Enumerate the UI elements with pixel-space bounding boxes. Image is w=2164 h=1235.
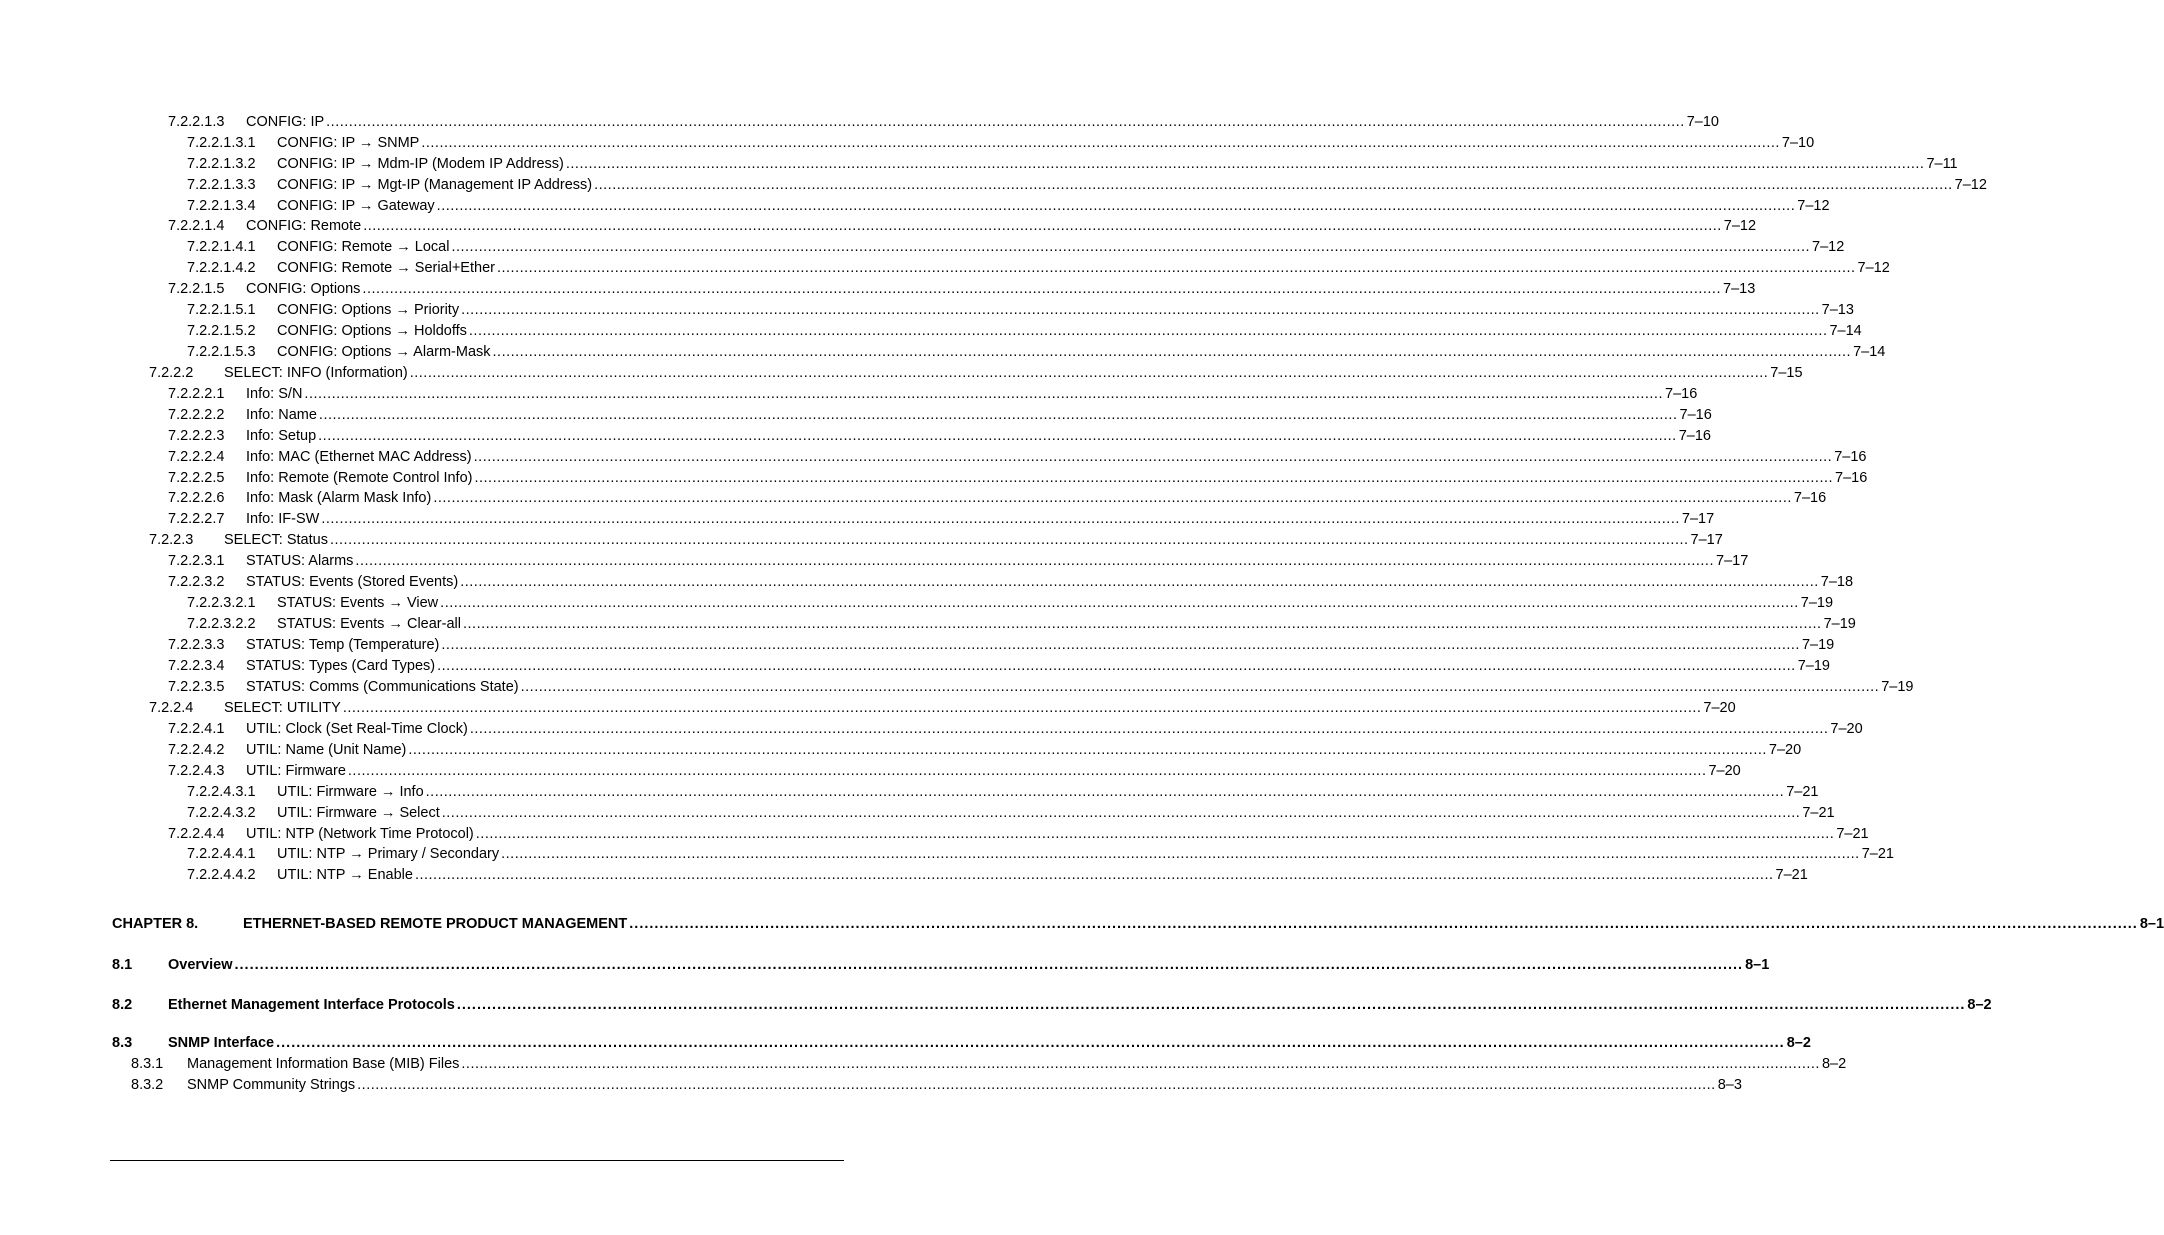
toc-entry-number: 7.2.2.2.1: [168, 386, 225, 402]
dot-leader: ............................................................................................................................................................................................................................................................................................................: [461, 302, 1820, 318]
toc-entry[interactable]: [149, 363, 1803, 383]
toc-entry-number: 7.2.2.3: [149, 532, 194, 548]
toc-entry[interactable]: [168, 551, 1749, 571]
toc-entry-number: 7.2.2.2: [149, 365, 194, 381]
toc-entry-number: 7.2.2.2.4: [168, 449, 225, 465]
toc-entry-page: 7–16: [1678, 428, 1711, 444]
toc-entry[interactable]: [187, 175, 1987, 195]
dot-leader: ............................................................................................................................................................................................................................................................................................................: [437, 658, 1796, 674]
toc-entry-title: SELECT: UTILITY: [224, 700, 341, 716]
toc-entry-page: 7–20: [1703, 700, 1736, 716]
toc-entry-number: 7.2.2.4.1: [168, 721, 225, 737]
toc-entry-page: 7–21: [1836, 826, 1869, 842]
toc-entry-number: 7.2.2.1.3: [168, 114, 225, 130]
toc-entry-number: 8.3.2: [131, 1077, 164, 1093]
toc-entry[interactable]: [168, 824, 1869, 844]
dot-leader: ............................................................................................................................................................................................................................................................................................................: [318, 407, 1678, 423]
toc-entry[interactable]: [168, 384, 1698, 404]
toc-entry-page: 7–11: [1926, 156, 1958, 172]
dot-leader: ............................................................................................................................................................................................................................................................................................................: [347, 763, 1707, 779]
toc-entry-title: UTIL: NTP (Network Time Protocol): [246, 826, 474, 842]
toc-entry-title: CONFIG: Options → Priority: [277, 302, 460, 318]
toc-entry-page: 7–21: [1775, 867, 1808, 883]
dot-leader: ............................................................................................................................................................................................................................................................................................................: [363, 218, 1722, 234]
toc-entry[interactable]: [168, 216, 1757, 236]
toc-entry[interactable]: [187, 844, 1894, 864]
toc-entry-title: STATUS: Events → View: [277, 595, 439, 611]
toc-entry-number: 7.2.2.3.4: [168, 658, 225, 674]
toc-entry-page: 7–20: [1830, 721, 1863, 737]
toc-entry-title: CONFIG: Options → Alarm-Mask: [277, 344, 491, 360]
toc-entry-title: STATUS: Events → Clear-all: [277, 616, 461, 632]
dot-leader: ............................................................................................................................................................................................................................................................................................................: [441, 805, 1801, 821]
dot-leader: ............................................................................................................................................................................................................................................................................................................: [436, 198, 1796, 214]
toc-entry-page: 7–19: [1797, 658, 1830, 674]
toc-entry-number: 7.2.2.4.3.1: [187, 784, 256, 800]
toc-entry-title: CONFIG: IP → Gateway: [277, 198, 435, 214]
dot-leader: ............................................................................................................................................................................................................................................................................................................: [565, 156, 1925, 172]
toc-entry-number: 7.2.2.4.4: [168, 826, 225, 842]
toc-entry-page: 7–17: [1681, 511, 1715, 527]
toc-entry-page: 7–13: [1723, 281, 1756, 297]
toc-entry[interactable]: [187, 593, 1834, 613]
toc-entry[interactable]: [168, 112, 1719, 132]
toc-entry-page: 8–2: [1821, 1056, 1847, 1072]
toc-entry[interactable]: [187, 300, 1854, 320]
toc-entry-number: 7.2.2.3.2.2: [187, 616, 256, 632]
toc-entry[interactable]: [168, 405, 1712, 425]
toc-entry[interactable]: [168, 740, 1802, 760]
dot-leader: ............................................................................................................................................................................................................................................................................................................: [408, 742, 1767, 758]
toc-entry-number: 7.2.2.4.3: [168, 763, 225, 779]
toc-entry-number: 7.2.2.1.3.3: [187, 177, 256, 193]
toc-entry-number: 7.2.2.4.2: [168, 742, 225, 758]
dot-leader: ............................................................................................................................................................................................................................................................................................................: [276, 1035, 1785, 1051]
dot-leader: ............................................................................................................................................................................................................................................................................................................: [355, 553, 1714, 569]
toc-entry-page: 7–14: [1853, 344, 1886, 360]
toc-entry-title: Management Information Base (MIB) Files: [187, 1056, 460, 1072]
toc-entry-title: CONFIG: IP → Mdm-IP (Modem IP Address): [277, 156, 564, 172]
toc-entry-page: 7–12: [1797, 198, 1830, 214]
toc-entry-page: 7–14: [1829, 323, 1862, 339]
toc-entry-title: CONFIG: Options: [246, 281, 361, 297]
toc-entry[interactable]: [168, 761, 1741, 781]
toc-entry-page: 7–21: [1786, 784, 1819, 800]
toc-entry-number: 7.2.2.2.5: [168, 470, 225, 486]
dot-leader: ............................................................................................................................................................................................................................................................................................................: [342, 700, 1702, 716]
toc-entry-number: 7.2.2.1.3.1: [187, 135, 256, 151]
toc-entry-title: Ethernet Management Interface Protocols: [168, 997, 455, 1013]
toc-entry-number: 7.2.2.3.2: [168, 574, 225, 590]
toc-entry-title: ETHERNET-BASED REMOTE PRODUCT MANAGEMENT: [243, 916, 628, 932]
toc-entry-number: 7.2.2.1.3.2: [187, 156, 256, 172]
dot-leader: ............................................................................................................................................................................................................................................................................................................: [234, 957, 1744, 973]
toc-entry[interactable]: [187, 782, 1819, 802]
toc-entry[interactable]: [187, 154, 1958, 174]
toc-entry-title: CONFIG: Remote: [246, 218, 362, 234]
toc-entry-title: SNMP Interface: [168, 1035, 275, 1051]
toc-entry-title: STATUS: Temp (Temperature): [246, 637, 440, 653]
dot-leader: ............................................................................................................................................................................................................................................................................................................: [475, 826, 1835, 842]
dot-leader: ............................................................................................................................................................................................................................................................................................................: [441, 637, 1800, 653]
toc-entry-page: 7–12: [1723, 218, 1757, 234]
toc-entry[interactable]: [187, 196, 1830, 216]
toc-entry[interactable]: [168, 447, 1867, 467]
toc-entry-page: 7–13: [1821, 302, 1854, 318]
toc-entry-number: 7.2.2.4.3.2: [187, 805, 256, 821]
toc-entry-number: 7.2.2.4: [149, 700, 194, 716]
toc-entry[interactable]: [149, 698, 1736, 718]
dot-leader: ............................................................................................................................................................................................................................................................................................................: [304, 386, 1663, 402]
toc-entry[interactable]: [187, 133, 1815, 153]
toc-entry-title: UTIL: Firmware: [246, 763, 346, 779]
toc-entry-number: 7.2.2.2.7: [168, 511, 225, 527]
toc-entry[interactable]: [168, 426, 1711, 446]
dot-leader: ............................................................................................................................................................................................................................................................................................................: [474, 470, 1834, 486]
dot-leader: ............................................................................................................................................................................................................................................................................................................: [496, 260, 1856, 276]
toc-entry-page: 7–16: [1679, 407, 1712, 423]
toc-entry-page: 7–16: [1793, 490, 1827, 506]
toc-entry-page: 7–17: [1690, 532, 1723, 548]
toc-entry-title: UTIL: NTP → Enable: [277, 867, 413, 883]
toc-entry-number: 7.2.2.1.4.1: [187, 239, 256, 255]
dot-leader: ............................................................................................................................................................................................................................................................................................................: [321, 511, 1680, 527]
dot-leader: ............................................................................................................................................................................................................................................................................................................: [414, 867, 1774, 883]
toc-entry[interactable]: [131, 1075, 1742, 1095]
toc-entry-page: 7–21: [1802, 805, 1835, 821]
toc-entry-title: Info: Setup: [246, 428, 317, 444]
dot-leader: ............................................................................................................................................................................................................................................................................................................: [629, 916, 2138, 932]
dot-leader: ............................................................................................................................................................................................................................................................................................................: [329, 532, 1689, 548]
toc-entry[interactable]: [112, 1033, 1811, 1053]
dot-leader: ............................................................................................................................................................................................................................................................................................................: [357, 1077, 1716, 1093]
toc-entry-number: 7.2.2.2.2: [168, 407, 225, 423]
toc-entry-title: Info: Mask (Alarm Mask Info): [246, 490, 432, 506]
toc-entry-page: 7–19: [1881, 679, 1914, 695]
toc-entry-page: 7–15: [1770, 365, 1803, 381]
toc-entry[interactable]: [168, 719, 1863, 739]
toc-entry-title: Overview: [168, 957, 233, 973]
dot-leader: ............................................................................................................................................................................................................................................................................................................: [460, 574, 1819, 590]
dot-leader: ............................................................................................................................................................................................................................................................................................................: [318, 428, 1677, 444]
toc-entry-page: 7–16: [1835, 470, 1868, 486]
toc-entry-page: 7–16: [1665, 386, 1698, 402]
toc-entry[interactable]: [112, 955, 1770, 975]
footer-rule: [110, 1160, 844, 1161]
toc-entry-title: STATUS: Events (Stored Events): [246, 574, 459, 590]
dot-leader: ............................................................................................................................................................................................................................................................................................................: [462, 616, 1822, 632]
toc-entry-title: UTIL: Firmware → Info: [277, 784, 424, 800]
toc-entry[interactable]: [112, 995, 1992, 1015]
toc-entry[interactable]: [168, 677, 1914, 697]
toc-entry-title: SELECT: INFO (Information): [224, 365, 408, 381]
toc-entry-number: 7.2.2.4.4.1: [187, 846, 256, 862]
toc-entry-title: Info: Remote (Remote Control Info): [246, 470, 473, 486]
toc-entry-number: CHAPTER 8.: [112, 916, 199, 932]
toc-entry-page: 7–19: [1800, 595, 1834, 611]
toc-entry-page: 7–12: [1954, 177, 1987, 193]
toc-entry-title: CONFIG: IP: [246, 114, 325, 130]
toc-entry[interactable]: [149, 530, 1723, 550]
toc-entry-page: 8–1: [1745, 957, 1770, 973]
dot-leader: ............................................................................................................................................................................................................................................................................................................: [594, 177, 1953, 193]
toc-entry-page: 8–2: [1786, 1035, 1811, 1051]
dot-leader: ............................................................................................................................................................................................................................................................................................................: [473, 449, 1833, 465]
toc-entry[interactable]: [187, 237, 1845, 257]
toc-entry-title: UTIL: Firmware → Select: [277, 805, 440, 821]
dot-leader: ............................................................................................................................................................................................................................................................................................................: [468, 323, 1828, 339]
toc-entry[interactable]: [187, 258, 1890, 278]
toc-entry[interactable]: [187, 803, 1835, 823]
toc-entry[interactable]: [112, 914, 2164, 934]
dot-leader: ............................................................................................................................................................................................................................................................................................................: [362, 281, 1721, 297]
toc-entry-title: SNMP Community Strings: [187, 1077, 356, 1093]
toc-entry-number: 7.2.2.1.5.3: [187, 344, 256, 360]
toc-entry-title: STATUS: Types (Card Types): [246, 658, 436, 674]
toc-entry-title: CONFIG: Remote → Local: [277, 239, 450, 255]
toc-entry-title: STATUS: Alarms: [246, 553, 354, 569]
toc-entry[interactable]: [168, 572, 1854, 592]
dot-leader: ............................................................................................................................................................................................................................................................................................................: [492, 344, 1852, 360]
dot-leader: ............................................................................................................................................................................................................................................................................................................: [461, 1056, 1820, 1072]
toc-entry-title: CONFIG: Options → Holdoffs: [277, 323, 467, 339]
toc-entry-page: 8–1: [2139, 916, 2164, 932]
toc-entry-page: 7–17: [1716, 553, 1749, 569]
toc-entry[interactable]: [187, 614, 1856, 634]
toc-entry-page: 7–10: [1686, 114, 1719, 130]
toc-entry-number: 7.2.2.2.3: [168, 428, 225, 444]
toc-entry[interactable]: [187, 342, 1886, 362]
toc-entry-page: 7–12: [1857, 260, 1890, 276]
toc-entry-number: 7.2.2.3.1: [168, 553, 225, 569]
toc-entry-title: CONFIG: IP → SNMP: [277, 135, 420, 151]
toc-entry-number: 8.3: [112, 1035, 133, 1051]
toc-entry-title: Info: Name: [246, 407, 317, 423]
toc-entry-page: 8–3: [1717, 1077, 1742, 1093]
toc-entry-number: 7.2.2.1.5.2: [187, 323, 256, 339]
toc-entry-title: Info: IF-SW: [246, 511, 320, 527]
toc-entry-page: 7–10: [1781, 135, 1815, 151]
toc-entry-page: 7–18: [1820, 574, 1854, 590]
toc-entry-page: 7–21: [1861, 846, 1894, 862]
toc-entry-number: 7.2.2.2.6: [168, 490, 225, 506]
toc-entry[interactable]: [168, 656, 1830, 676]
dot-leader: ............................................................................................................................................................................................................................................................................................................: [520, 679, 1880, 695]
toc-entry-title: UTIL: Clock (Set Real-Time Clock): [246, 721, 468, 737]
dot-leader: ............................................................................................................................................................................................................................................................................................................: [501, 846, 1860, 862]
toc-entry-number: 7.2.2.1.5: [168, 281, 225, 297]
toc-entry[interactable]: [131, 1054, 1847, 1074]
dot-leader: ............................................................................................................................................................................................................................................................................................................: [440, 595, 1799, 611]
toc-entry-page: 7–20: [1768, 742, 1802, 758]
toc-entry-title: UTIL: Name (Unit Name): [246, 742, 407, 758]
toc-entry-number: 7.2.2.1.4: [168, 218, 225, 234]
toc-entry[interactable]: [168, 509, 1715, 529]
toc-entry-number: 7.2.2.1.3.4: [187, 198, 256, 214]
toc-entry-number: 8.3.1: [131, 1056, 164, 1072]
toc-entry[interactable]: [168, 279, 1756, 299]
dot-leader: ............................................................................................................................................................................................................................................................................................................: [469, 721, 1829, 737]
toc-entry[interactable]: [187, 321, 1862, 341]
toc-entry-page: 7–19: [1801, 637, 1835, 653]
toc-entry-title: Info: S/N: [246, 386, 303, 402]
toc-entry-page: 7–19: [1823, 616, 1856, 632]
toc-entry-number: 7.2.2.4.4.2: [187, 867, 256, 883]
toc-entry-number: 7.2.2.3.5: [168, 679, 225, 695]
dot-leader: ............................................................................................................................................................................................................................................................................................................: [326, 114, 1685, 130]
toc-entry-page: 7–12: [1812, 239, 1845, 255]
toc-entry[interactable]: [168, 468, 1868, 488]
dot-leader: ............................................................................................................................................................................................................................................................................................................: [433, 490, 1792, 506]
dot-leader: ............................................................................................................................................................................................................................................................................................................: [425, 784, 1785, 800]
toc-entry-number: 7.2.2.3.2.1: [187, 595, 256, 611]
toc-entry-title: CONFIG: IP → Mgt-IP (Management IP Address): [277, 177, 593, 193]
toc-entry-title: Info: MAC (Ethernet MAC Address): [246, 449, 472, 465]
toc-entry-number: 7.2.2.1.4.2: [187, 260, 256, 276]
toc-entry-title: UTIL: NTP → Primary / Secondary: [277, 846, 500, 862]
dot-leader: ............................................................................................................................................................................................................................................................................................................: [451, 239, 1811, 255]
toc-entry-title: STATUS: Comms (Communications State): [246, 679, 519, 695]
toc-entry-number: 7.2.2.1.5.1: [187, 302, 256, 318]
toc-entry-title: SELECT: Status: [224, 532, 328, 548]
toc-entry[interactable]: [168, 635, 1835, 655]
dot-leader: ............................................................................................................................................................................................................................................................................................................: [421, 135, 1780, 151]
toc-entry-page: 7–16: [1834, 449, 1867, 465]
toc-entry[interactable]: [168, 488, 1827, 508]
toc-entry[interactable]: [187, 865, 1808, 885]
toc-entry-title: CONFIG: Remote → Serial+Ether: [277, 260, 495, 276]
dot-leader: ............................................................................................................................................................................................................................................................................................................: [409, 365, 1769, 381]
toc-entry-page: 7–20: [1708, 763, 1741, 779]
toc-entry-page: 8–2: [1967, 997, 1992, 1013]
toc-entry-number: 8.1: [112, 957, 133, 973]
toc-entry-number: 7.2.2.3.3: [168, 637, 225, 653]
toc-entry-number: 8.2: [112, 997, 133, 1013]
dot-leader: ............................................................................................................................................................................................................................................................................................................: [456, 997, 1966, 1013]
